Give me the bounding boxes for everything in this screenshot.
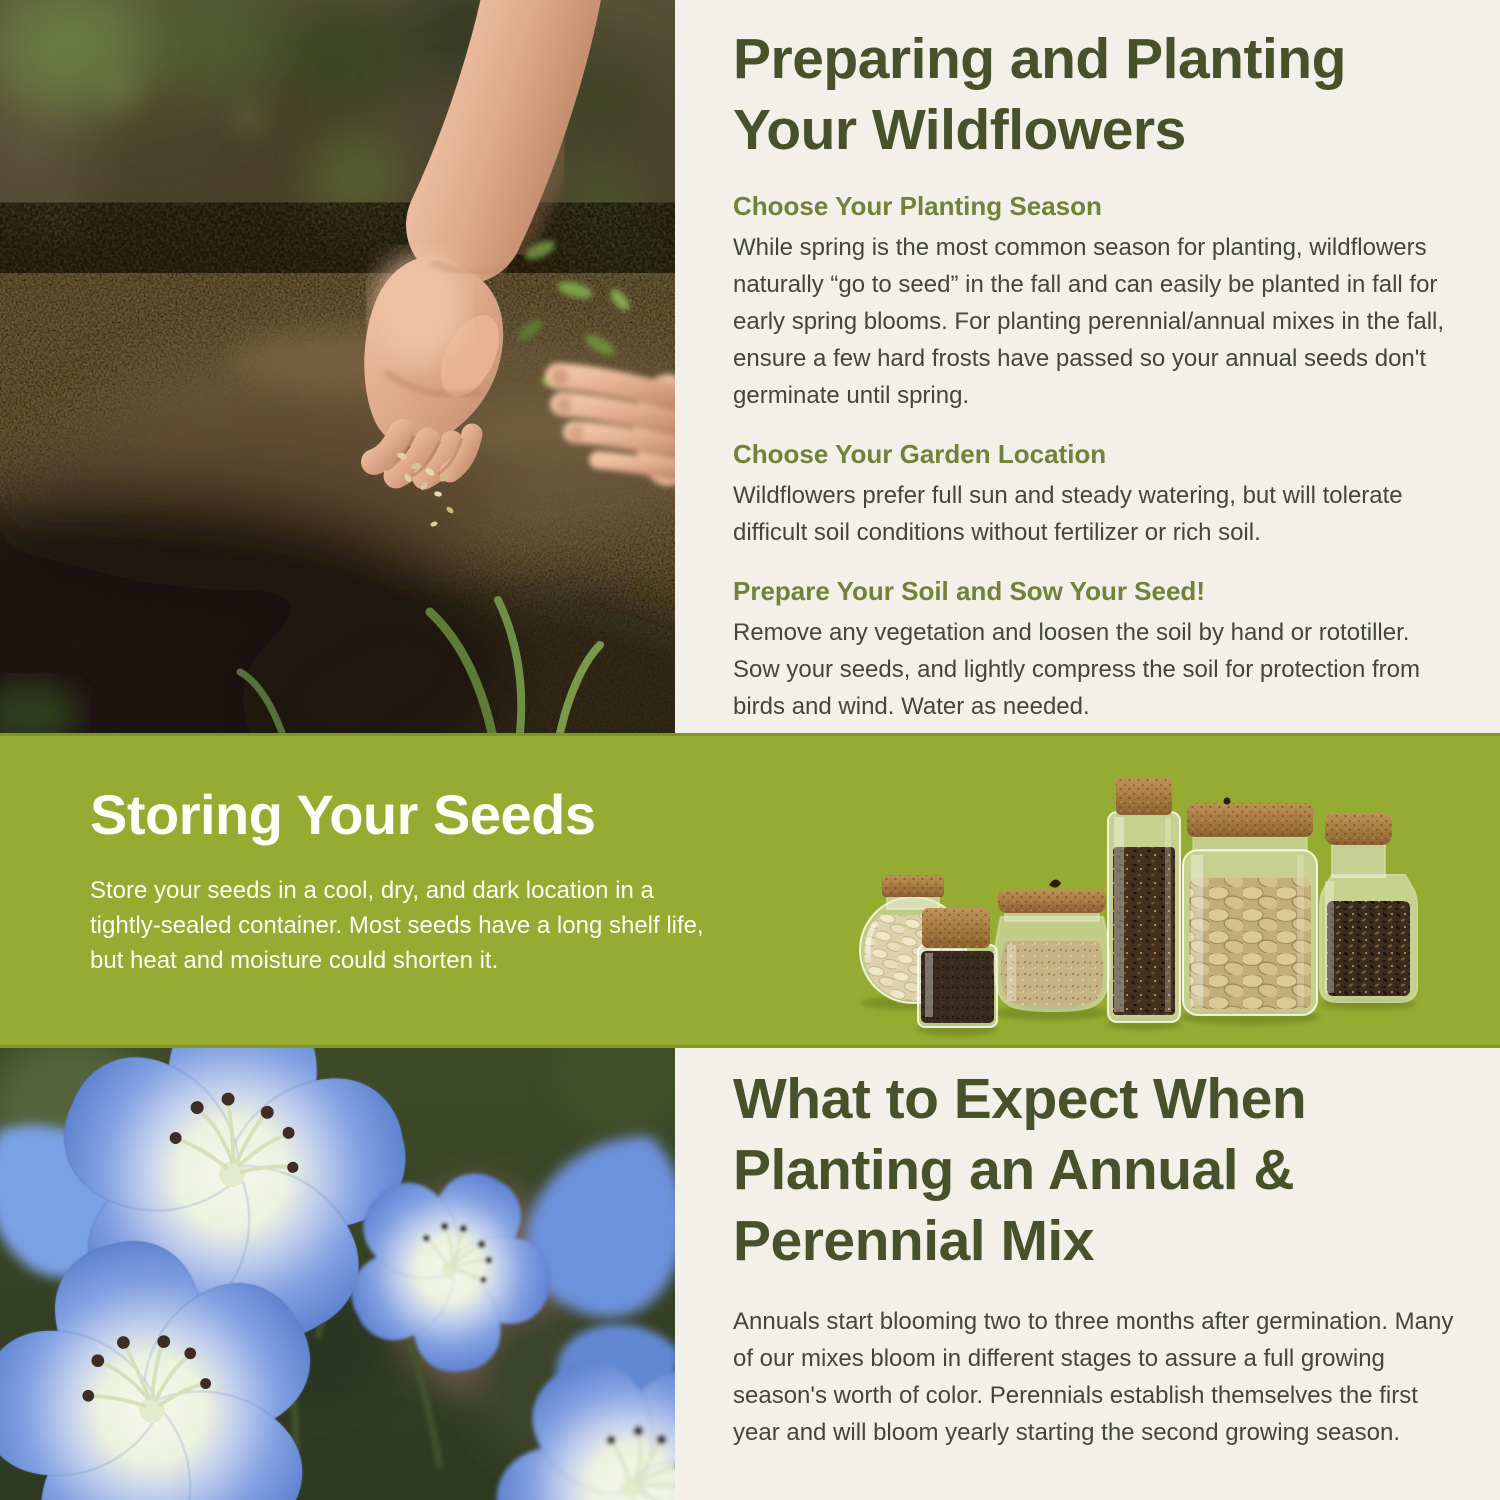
planting-season-heading: Choose Your Planting Season xyxy=(733,191,1102,221)
photo-blue-wildflowers xyxy=(0,1048,675,1500)
soil-photo-illustration xyxy=(0,0,675,733)
jar-sandy-seeds xyxy=(994,879,1109,1011)
subsection-planting-season xyxy=(733,190,1466,414)
subsection-garden-location xyxy=(733,438,1466,551)
prepare-soil-heading: Prepare Your Soil and Sow Your Seed! xyxy=(733,576,1205,606)
photo-planting-seeds xyxy=(0,0,675,733)
section-preparing-planting xyxy=(675,0,1500,733)
subsection-prepare-soil xyxy=(733,575,1466,725)
prepare-soil-body: Remove any vegetation and loosen the soil by hand or rototiller. Sow your seeds, and lightly compress the soil for protection from birds and wind. Water as needed. xyxy=(733,619,1420,720)
preparing-title: Preparing and Planting Your Wildflowers xyxy=(733,27,1346,162)
garden-location-body: Wildflowers prefer full sun and steady watering, but will tolerate difficult soil conditions without fertilizer or rich soil. xyxy=(733,482,1403,546)
section-what-to-expect xyxy=(675,1048,1500,1500)
jar-seed-bottle xyxy=(1320,813,1417,1002)
storing-text-block xyxy=(90,783,740,978)
expect-title: What to Expect When Planting an Annual & Perennial Mix xyxy=(733,1067,1307,1273)
flowers-photo-illustration xyxy=(0,1048,675,1500)
expect-body: Annuals start blooming two to three months after germination. Many of our mixes bloom in different stages to assure a full growing season's worth of color. Perennials establish themselves the first year and will bloom yearly starting the second growing season. xyxy=(733,1308,1454,1446)
seed-jars-illustration xyxy=(835,755,1495,1048)
garden-location-heading: Choose Your Garden Location xyxy=(733,439,1107,469)
jar-pumpkin-seeds xyxy=(1183,798,1317,1016)
photo-seed-jars xyxy=(835,755,1495,1048)
planting-season-body: While spring is the most common season for planting, wildflowers naturally “go to seed” in the fall and can easily be planted in fall for early spring blooms. For planting perennial/annual mixes in the fall, ensure a few hard frosts have passed so your annual seeds don't germinate until spring. xyxy=(733,234,1445,409)
jar-tall-cylinder xyxy=(1108,778,1180,1022)
storing-title: Storing Your Seeds xyxy=(90,783,596,846)
storing-body: Store your seeds in a cool, dry, and dark location in a tightly-sealed container. Most seeds have a long shelf life, but heat and moisture could shorten it. xyxy=(90,877,704,974)
jar-dark-seeds xyxy=(918,908,997,1027)
